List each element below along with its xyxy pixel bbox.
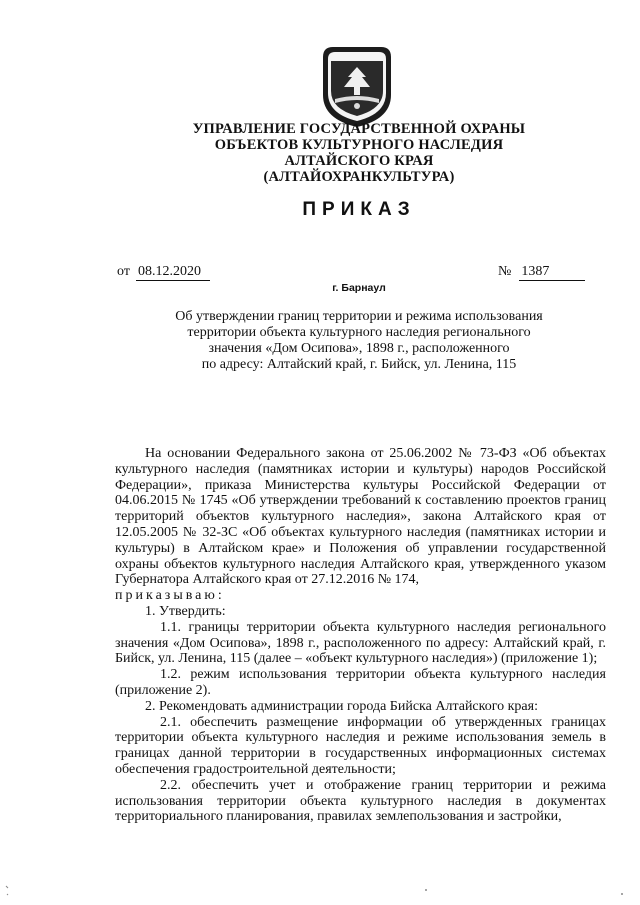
clause-2-1: 2.1. обеспечить размещение информации об утвержденных границах территории объекта культурного наследия и режиме использования земель в границах данной территории в государственных информационных системах обеспечения градостроительной деятельности;	[115, 714, 606, 777]
intro-paragraph: На основании Федерального закона от 25.06.2002 № 73-ФЗ «Об объектах культурного наследия (памятниках истории и культуры) народов Российской Федерации», приказа Министерства культуры Российской Федерации от 04.06.2015 № 1745 «Об утверждении требований к составлению проектов границ территорий объектов культурного наследия», закона Алтайского края от 12.05.2005 № 32-ЗС «Об объектах культурного наследия (памятниках истории и культуры) в Алтайском крае» и Положения об управлении государственной охраны объектов культурного наследия Алтайского края, утвержденного указом Губернатора Алтайского края от 27.12.2016 № 174,	[115, 446, 606, 588]
clause-2-2: 2.2. обеспечить учет и отображение границ территории и режима использования территории объекта культурного наследия в документах территориального планирования, правилах землепользования и застройки,	[115, 777, 606, 825]
city-label: г. Барнаул	[332, 282, 386, 294]
document-number: 1387	[519, 264, 585, 281]
coat-of-arms-icon	[317, 43, 397, 129]
clause-2: 2. Рекомендовать администрации города Бийска Алтайского края:	[145, 698, 538, 714]
document-body	[115, 446, 606, 825]
document-date: 08.12.2020	[136, 264, 210, 281]
number-field	[498, 264, 585, 281]
date-field	[117, 264, 210, 281]
agency-header	[100, 121, 618, 185]
subject-line: Об утверждении границ территории и режима использования	[175, 309, 543, 324]
agency-line: АЛТАЙСКОГО КРАЯ	[284, 153, 434, 169]
agency-line: УПРАВЛЕНИЕ ГОСУДАРСТВЕННОЙ ОХРАНЫ	[192, 121, 526, 137]
document-subject	[120, 309, 598, 373]
date-prefix: от	[117, 264, 130, 279]
decree-word: приказываю:	[115, 588, 225, 604]
clause-1-2: 1.2. режим использования территории объекта культурного наследия (приложение 2).	[115, 667, 606, 698]
clause-1: 1. Утвердить:	[145, 603, 226, 619]
number-prefix: №	[498, 264, 512, 279]
subject-line: территории объекта культурного наследия регионального	[187, 325, 531, 340]
subject-line: по адресу: Алтайский край, г. Бийск, ул. Ленина, 115	[201, 357, 517, 372]
subject-line: значения «Дом Осипова», 1898 г., расположенного	[208, 341, 510, 356]
agency-line: ОБЪЕКТОВ КУЛЬТУРНОГО НАСЛЕДИЯ	[214, 137, 504, 153]
scan-marks	[0, 880, 640, 905]
document-type-title: ПРИКАЗ	[302, 199, 416, 220]
clause-1-1: 1.1. границы территории объекта культурного наследия регионального значения «Дом Осипова», 1898 г., расположенного по адресу: Алтайский край, г. Бийск, ул. Ленина, 115 (далее – «объект культурного наследия») (приложение 1);	[115, 619, 606, 667]
agency-line: (АЛТАЙОХРАНКУЛЬТУРА)	[263, 169, 455, 185]
